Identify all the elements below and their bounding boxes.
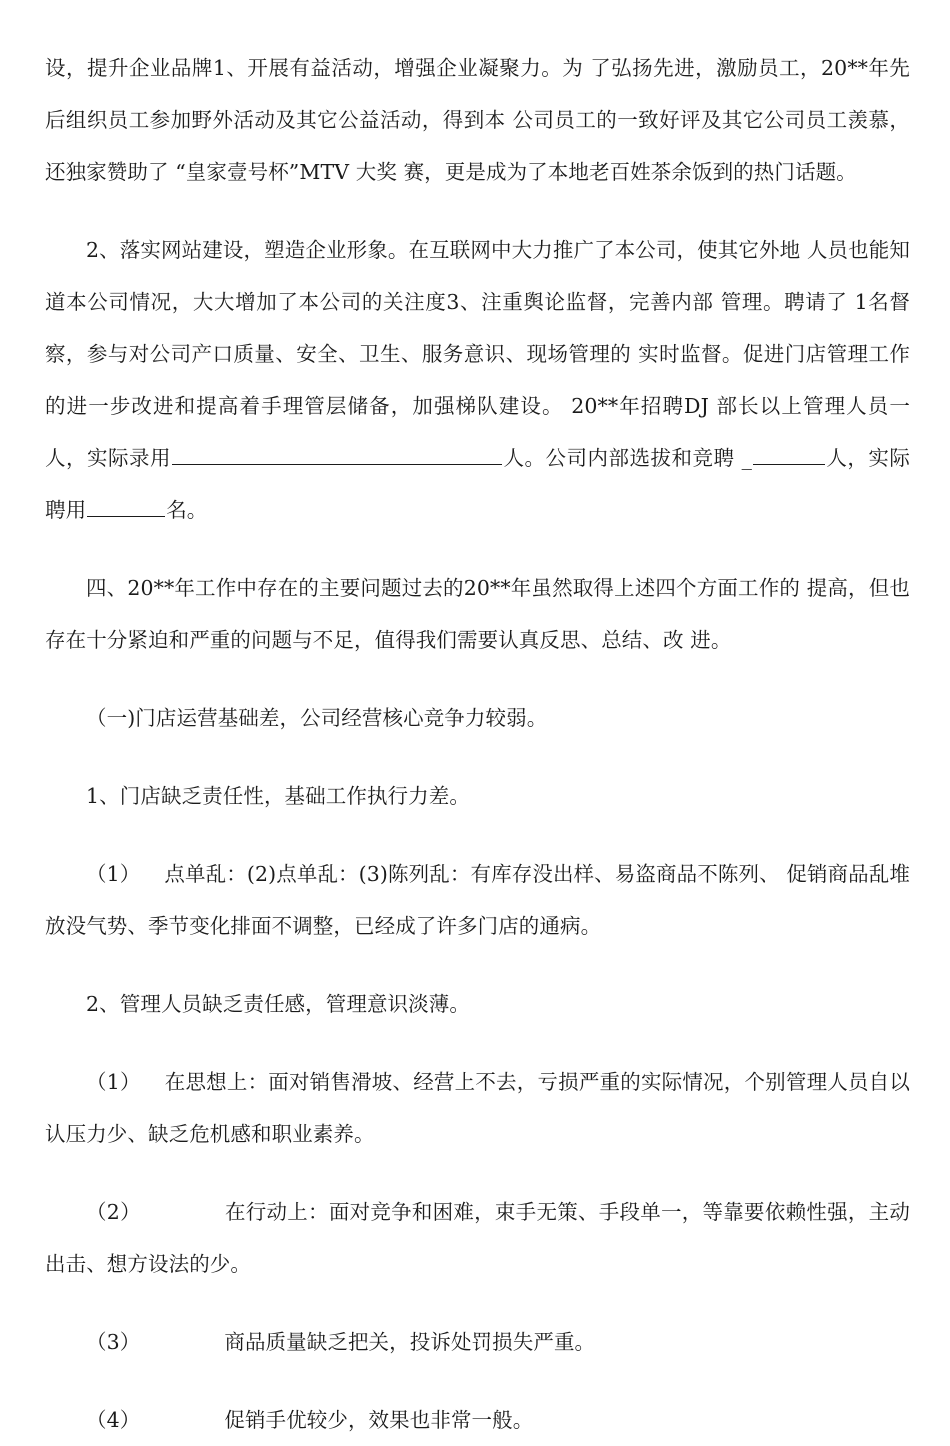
paragraph-gap: [45, 536, 910, 562]
paragraph-item-2-sub-1: [45, 1056, 910, 1160]
paragraph-continuation: 设，提升企业品牌1、开展有益活动，增强企业凝聚力。为 了弘扬先进，激励员工，20**年先后组织员工参加野外活动及其它公益活动，得到本 公司员工的一致好评及其它公司员工羡慕，还独家赞助了 “皇家壹号杯”MTV 大奖 赛，更是成为了本地老百姓茶余饭到的热门话题。: [45, 56, 910, 184]
paragraph-item-1-sub-1: [45, 848, 910, 952]
paragraph-section-four-problems: 四、20**年工作中存在的主要问题过去的20**年虽然取得上述四个方面工作的 提高，但也存在十分紧迫和严重的问题与不足，值得我们需要认真反思、总结、改 进。: [45, 576, 910, 652]
paragraph-item-2-sub-2-text: 在行动上：面对竞争和困难，束手无策、手段单一，等靠要依赖性强，主动出击、想方设法的少。: [45, 1200, 910, 1276]
paragraph-gap: [45, 1290, 910, 1316]
paragraph-recruitment-tail-b: 人，实际聘用: [45, 446, 910, 522]
paragraph-recruitment-tail-a: 人。公司内部选拔和竞聘 _: [503, 446, 752, 470]
paragraph-item-2: 2、管理人员缺乏责任感，管理意识淡薄。: [86, 992, 470, 1016]
paragraph-item-2-sub-2: [45, 1186, 910, 1290]
paragraph-gap: [45, 952, 910, 978]
paragraph-gap: [45, 1368, 910, 1394]
blank-hired-count[interactable]: [87, 494, 165, 517]
paragraph-website-recruitment-text: 2、落实网站建设，塑造企业形象。在互联网中大力推广了本公司，使其它外地 人员也能知道本公司情况，大大增加了本公司的关注度3、注重舆论监督，完善内部 管理。聘请了 1名督察，参与对公司产口质量、安全、卫生、服务意识、现场管理的 实时监督。促进门店管理工作的进一步改进和提高着手理管层储备，加强梯队建设。 20**年招聘DJ 部长以上管理人员一人，实际录用: [45, 238, 911, 470]
blank-recruited-count[interactable]: [172, 442, 502, 465]
list-marker-1-b: （1）: [86, 1070, 141, 1094]
paragraph-item-2-sub-4-text: 促销手优较少，效果也非常一般。: [224, 1408, 534, 1432]
paragraph-item-2-sub-1-text: 在思想上：面对销售滑坡、经营上不去，亏损严重的实际情况，个别管理人员自以认压力少、缺乏危机感和职业素养。: [45, 1070, 910, 1146]
paragraph-item-2-sub-3: [45, 1316, 910, 1368]
document-body: [45, 42, 910, 1446]
paragraph-item-2-sub-4: [45, 1394, 910, 1446]
paragraph-gap: [45, 198, 910, 224]
paragraph-item-1-sub-1-text: 点单乱：(2)点单乱：(3)陈列乱：有库存没出样、易盗商品不陈列、 促销商品乱堆放没气势、季节变化排面不调整，已经成了许多门店的通病。: [45, 862, 911, 938]
list-marker-1: （1）: [86, 862, 141, 886]
paragraph-gap: [45, 744, 910, 770]
list-marker-4: （4）: [86, 1408, 141, 1432]
blank-selected-count[interactable]: [753, 442, 825, 465]
paragraph-gap: [45, 1030, 910, 1056]
paragraph-gap: [45, 666, 910, 692]
paragraph-website-recruitment: [45, 224, 910, 536]
paragraph-recruitment-tail-c: 名。: [166, 498, 208, 522]
list-marker-3: （3）: [86, 1330, 141, 1354]
paragraph-gap: [45, 1160, 910, 1186]
paragraph-item-1: 1、门店缺乏责任性，基础工作执行力差。: [86, 784, 470, 808]
list-marker-2: （2）: [86, 1200, 141, 1224]
paragraph-gap: [45, 822, 910, 848]
paragraph-item-2-sub-3-text: 商品质量缺乏把关，投诉处罚损失严重。: [224, 1330, 596, 1354]
paragraph-subsection-one: （一)门店运营基础差，公司经营核心竞争力较弱。: [86, 706, 548, 730]
